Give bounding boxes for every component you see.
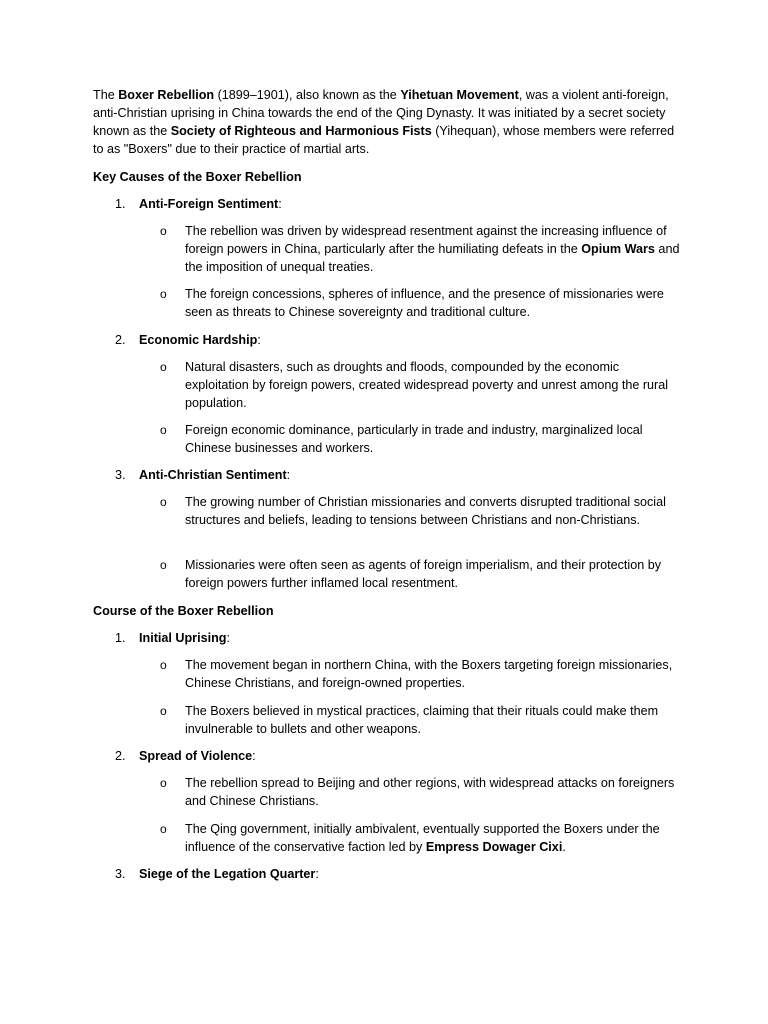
list-number: 3.: [115, 867, 126, 881]
bullet-text: The rebellion spread to Beijing and other regions, with widespread attacks on foreigners and Chinese Christians.: [185, 776, 675, 808]
bullet-marker: o: [160, 360, 167, 374]
bullet-text: Missionaries were often seen as agents of foreign imperialism, and their protection by foreign powers further inflamed local resentment.: [185, 558, 662, 590]
list-item-title: Initial Uprising:: [139, 631, 230, 645]
bullet-marker: o: [160, 224, 167, 238]
term-yihetuan-movement: Yihetuan Movement: [400, 88, 519, 102]
bullet-text: Foreign economic dominance, particularly in trade and industry, marginalized local Chinese businesses and workers.: [185, 423, 643, 455]
list-number: 2.: [115, 333, 126, 347]
list-number: 1.: [115, 197, 126, 211]
list-item-title: Anti-Christian Sentiment:: [139, 468, 291, 482]
bullet-marker: o: [160, 822, 167, 836]
list-number: 3.: [115, 468, 126, 482]
section-heading-causes: Key Causes of the Boxer Rebellion: [93, 170, 302, 184]
section-heading-course: Course of the Boxer Rebellion: [93, 604, 274, 618]
term-boxer-rebellion: Boxer Rebellion: [118, 88, 215, 102]
bullet-marker: o: [160, 776, 167, 790]
bullet-marker: o: [160, 704, 167, 718]
list-item-title: Siege of the Legation Quarter:: [139, 867, 319, 881]
bullet-text: Natural disasters, such as droughts and floods, compounded by the economic exploitation by foreign powers, created widespread poverty and unrest among the rural population.: [185, 360, 669, 410]
bullet-text: The Boxers believed in mystical practices, claiming that their rituals could make them invulnerable to bullets and other weapons.: [185, 704, 659, 736]
bullet-marker: o: [160, 658, 167, 672]
list-item-title: Economic Hardship:: [139, 333, 261, 347]
list-item-title: Spread of Violence:: [139, 749, 256, 763]
bullet-text: The foreign concessions, spheres of influence, and the presence of missionaries were seen as threats to Chinese sovereignty and traditional culture.: [185, 287, 664, 319]
bullet-marker: o: [160, 287, 167, 301]
bullet-text: The growing number of Christian missionaries and converts disrupted traditional social structures and beliefs, leading to tensions between Christians and non-Christians.: [185, 495, 666, 527]
bullet-text: The movement began in northern China, with the Boxers targeting foreign missionaries, Chinese Christians, and foreign-owned properties.: [185, 658, 673, 690]
bullet-marker: o: [160, 423, 167, 437]
intro-paragraph: The Boxer Rebellion (1899–1901), also known as the Yihetuan Movement, was a violent anti-foreign, anti-Christian uprising in China towards the end of the Qing Dynasty. It was initiated by a secret society known as the Society of Righteous and Harmonious Fists (Yihequan), whose members were referred to as "Boxers" due to their practice of martial arts.: [93, 88, 675, 156]
list-item-title: Anti-Foreign Sentiment:: [139, 197, 282, 211]
bullet-marker: o: [160, 495, 167, 509]
bullet-text: The rebellion was driven by widespread resentment against the increasing influence of foreign powers in China, particularly after the humiliating defeats in the Opium Wars and the imposition of unequal treaties.: [185, 224, 680, 274]
list-number: 1.: [115, 631, 126, 645]
bullet-text: The Qing government, initially ambivalent, eventually supported the Boxers under the influence of the conservative faction led by Empress Dowager Cixi.: [185, 822, 660, 854]
term-society-name: Society of Righteous and Harmonious Fists: [170, 124, 432, 138]
list-number: 2.: [115, 749, 126, 763]
bullet-marker: o: [160, 558, 167, 572]
